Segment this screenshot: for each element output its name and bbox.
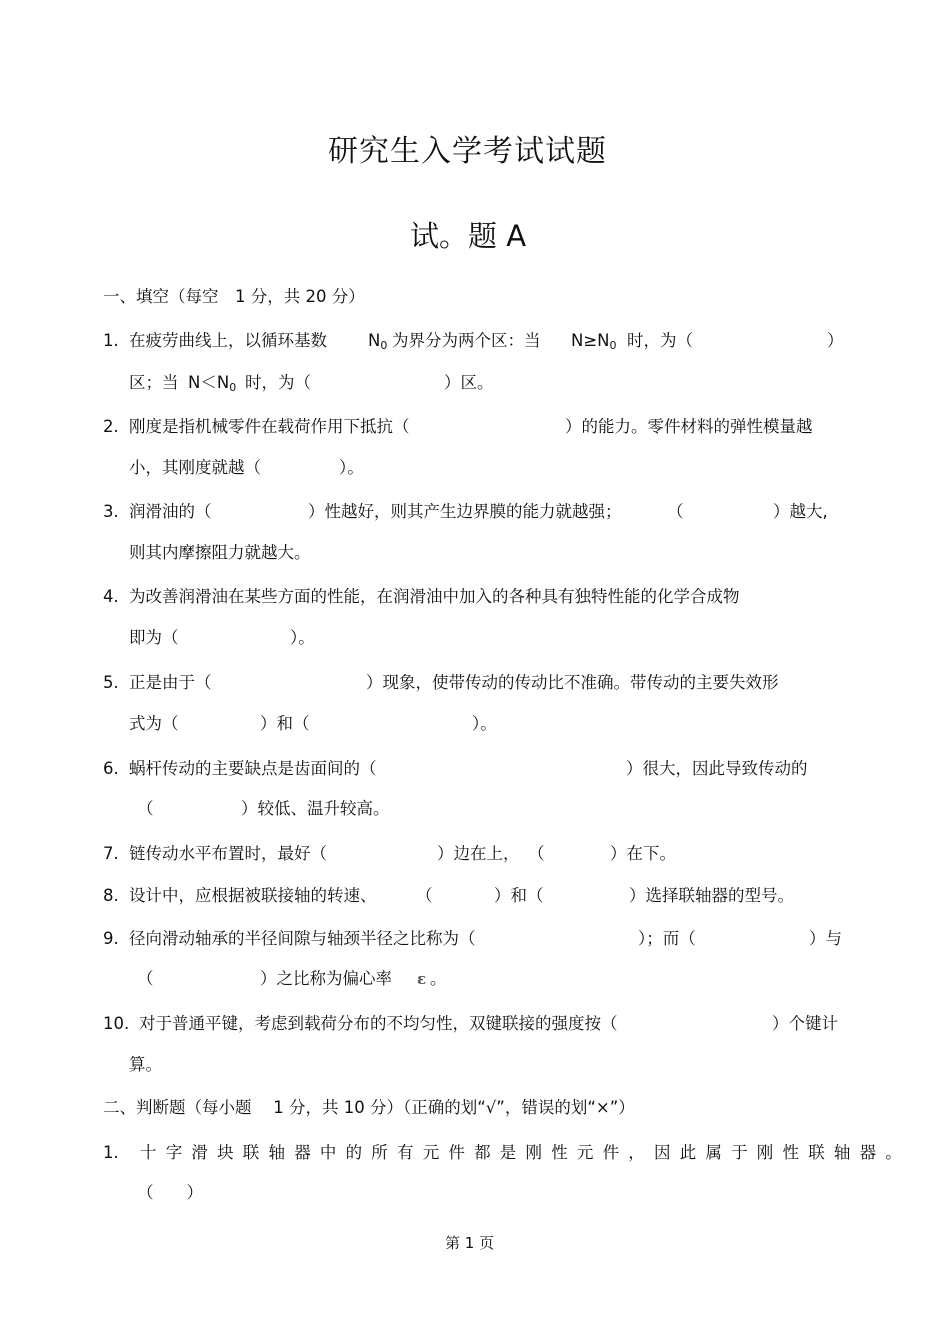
- question-text: ）与: [809, 929, 842, 948]
- exam-subtitle: 试。题 A: [410, 219, 527, 253]
- question-text: 润滑油的（: [129, 502, 212, 521]
- question-text: ）和（: [494, 886, 544, 905]
- question-text: ）；而（: [638, 929, 696, 948]
- question-number: 9.: [103, 929, 119, 948]
- question-text: ）的能力。零件材料的弹性模量越: [565, 417, 813, 436]
- question-text: ）。: [339, 458, 364, 477]
- question-text: ）之比称为偏心率: [260, 969, 392, 988]
- question-text: 式为（: [129, 714, 179, 733]
- question-text: 刚度是指机械零件在载荷作用下抵抗（: [129, 417, 410, 436]
- question-text: ）性越好，则其产生边界膜的能力就越强；: [308, 502, 622, 521]
- question-number: 1.: [103, 1143, 119, 1162]
- question-text: 十字滑块联轴器中的所有元件都是刚性元件，因此属于刚性联轴器。: [140, 1143, 911, 1162]
- question-number: 6.: [103, 759, 119, 778]
- question-text: ）在下。: [610, 844, 676, 863]
- question-number: 4.: [103, 587, 119, 606]
- question-number: 8.: [103, 886, 119, 905]
- question-number: 3.: [103, 502, 119, 521]
- question-text: 在疲劳曲线上，以循环基数: [129, 331, 327, 350]
- question-text: （: [137, 969, 154, 988]
- page-number: 第 1 页: [445, 1234, 495, 1252]
- question-text: ）区。: [444, 373, 494, 392]
- symbol-n0: $N_0$: [368, 331, 388, 352]
- symbol-n-ge-n0: $N\ge N_0$: [571, 331, 617, 352]
- question-text: （: [137, 799, 154, 818]
- question-text: ）选择联轴器的型号。: [629, 886, 794, 905]
- question-number: 2.: [103, 417, 119, 436]
- question-text: 时，为（: [627, 331, 693, 350]
- question-text: （: [416, 886, 433, 905]
- question-text: ）较低、温升较高。: [241, 799, 390, 818]
- section2-heading: 二、判断题（每小题 1 分，共 10 分）（正确的划“√”，错误的划“×”）: [103, 1098, 635, 1117]
- question-text: 设计中，应根据被联接轴的转速、: [129, 886, 377, 905]
- question-text: 。: [430, 969, 447, 988]
- question-text: 径向滑动轴承的半径间隙与轴颈半径之比称为（: [129, 929, 476, 948]
- question-text: （: [528, 844, 545, 863]
- question-text: 正是由于（: [129, 673, 212, 692]
- answer-blank: （ ）: [137, 1183, 203, 1202]
- question-text: 蜗杆传动的主要缺点是齿面间的（: [129, 759, 377, 778]
- question-text: （: [667, 502, 684, 521]
- question-number: 10.: [103, 1014, 130, 1033]
- question-text: ）。: [290, 628, 315, 647]
- question-text: ）个键计: [772, 1014, 838, 1033]
- question-text: 算。: [129, 1055, 162, 1074]
- question-text: 链传动水平布置时，最好（: [129, 844, 327, 863]
- section1-heading: 一、填空（每空 1 分，共 20 分）: [103, 287, 365, 306]
- question-text: ）。: [472, 714, 497, 733]
- question-text: 则其内摩擦阻力就越大。: [129, 543, 311, 562]
- question-text: ）现象，使带传动的传动比不准确。带传动的主要失效形: [366, 673, 779, 692]
- question-text: 对于普通平键，考虑到载荷分布的不均匀性，双键联接的强度按（: [139, 1014, 618, 1033]
- question-text: 即为（: [129, 628, 179, 647]
- question-text: 时，为（: [245, 373, 311, 392]
- symbol-n-lt-n0: $N<N_0$: [188, 373, 237, 394]
- question-number: 5.: [103, 673, 119, 692]
- question-text: ）边在上，: [437, 844, 520, 863]
- question-text: 小，其刚度就越（: [129, 458, 261, 477]
- question-text: 为界分为两个区：当: [392, 331, 541, 350]
- question-number: 7.: [103, 844, 119, 863]
- question-text: 为改善润滑油在某些方面的性能，在润滑油中加入的各种具有独特性能的化学合成物: [129, 587, 740, 606]
- epsilon-symbol: ε: [417, 970, 427, 988]
- question-text: ）越大,: [773, 502, 828, 521]
- question-text: ）很大，因此导致传动的: [626, 759, 808, 778]
- page-title: 研究生入学考试试题: [328, 134, 607, 169]
- question-text: ）和（: [260, 714, 310, 733]
- blank-close: ）: [827, 331, 844, 350]
- question-text: 区；当: [129, 373, 179, 392]
- question-number: 1.: [103, 331, 119, 350]
